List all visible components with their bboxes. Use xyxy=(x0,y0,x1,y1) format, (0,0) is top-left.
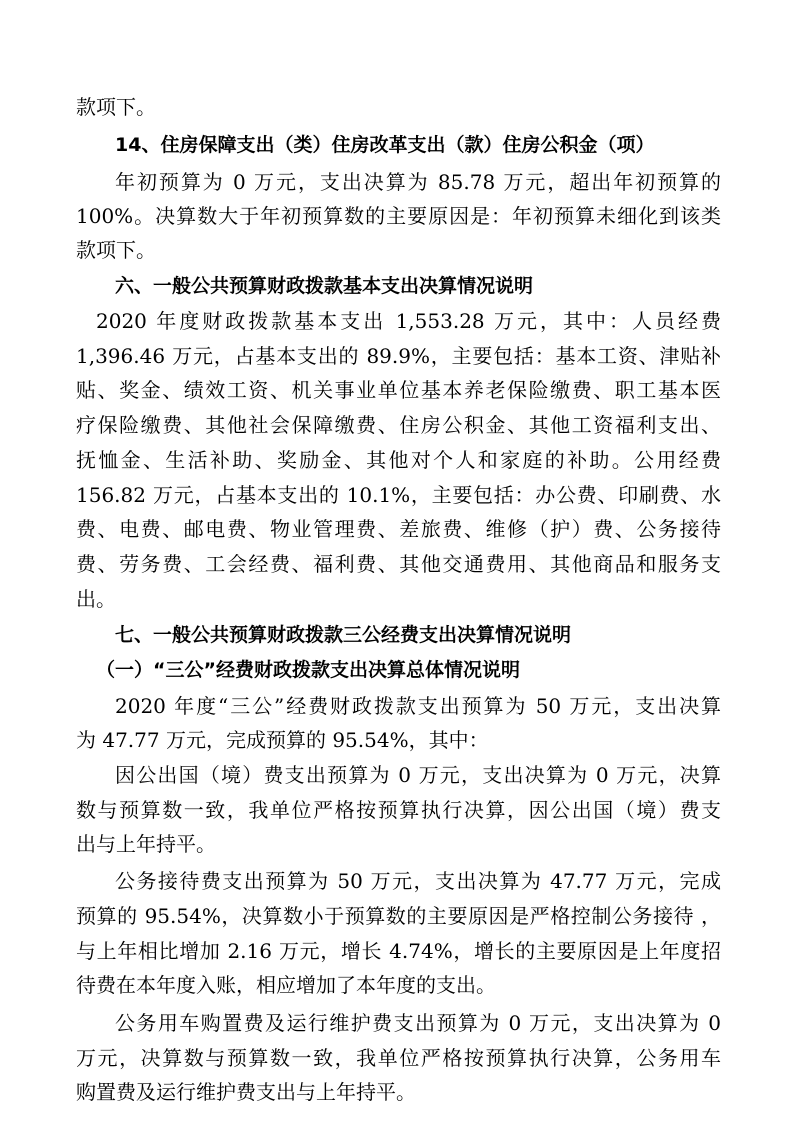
text-line: 抚恤金、生活补助、奖励金、其他对个人和家庭的补助。公用经费 xyxy=(76,448,721,472)
text-line: 为 47.77 万元，完成预算的 95.54%，其中： xyxy=(76,728,489,752)
section-heading-6: 六、一般公共预算财政拨款基本支出决算情况说明 xyxy=(115,275,534,297)
text-line: 预算的 95.54%，决算数小于预算数的主要原因是严格控制公务接待 ， xyxy=(76,904,721,928)
text-line: 出。 xyxy=(76,587,116,611)
text-line: 万元，决算数与预算数一致，我单位严格按预算执行决算，公务用车 xyxy=(76,1046,721,1070)
text-line: 公务接待费支出预算为 50 万元，支出决算为 47.77 万元，完成 xyxy=(115,869,721,893)
text-line: 与上年相比增加 2.16 万元，增长 4.74%，增长的主要原因是上年度招 xyxy=(76,939,721,963)
text-line: 2020 年度财政拨款基本支出 1,553.28 万元，其中：人员经费 xyxy=(96,309,721,333)
text-line: 数与预算数一致，我单位严格按预算执行决算，因公出国（境）费支 xyxy=(76,798,721,822)
text-line: 待费在本年度入账，相应增加了本年度的支出。 xyxy=(76,973,496,997)
text-line: 100%。决算数大于年初预算数的主要原因是：年初预算未细化到该类 xyxy=(76,204,721,228)
text-line: 156.82 万元，占基本支出的 10.1%，主要包括：办公费、印刷费、水 xyxy=(76,483,721,507)
text-line: 出与上年持平。 xyxy=(76,832,216,856)
section-heading-7: 七、一般公共预算财政拨款三公经费支出决算情况说明 xyxy=(115,624,572,646)
text-line: 因公出国（境）费支出预算为 0 万元，支出决算为 0 万元，决算 xyxy=(115,763,721,787)
text-line: 贴、奖金、绩效工资、机关事业单位基本养老保险缴费、职工基本医 xyxy=(76,378,721,402)
text-line: 款项下。 xyxy=(76,238,156,262)
text-line: 疗保险缴费、其他社会保障缴费、住房公积金、其他工资福利支出、 xyxy=(76,413,721,437)
text-line: 购置费及运行维护费支出与上年持平。 xyxy=(76,1080,416,1104)
section-heading-14: 14、住房保障支出（类）住房改革支出（款）住房公积金（项） xyxy=(115,134,655,156)
text-line: 1,396.46 万元，占基本支出的 89.9%，主要包括：基本工资、津贴补 xyxy=(76,344,721,368)
text-line: 年初预算为 0 万元，支出决算为 85.78 万元，超出年初预算的 xyxy=(115,170,721,194)
text-line: 费、劳务费、工会经费、福利费、其他交通费用、其他商品和服务支 xyxy=(76,552,721,576)
text-line: 费、电费、邮电费、物业管理费、差旅费、维修（护）费、公务接待 xyxy=(76,517,721,541)
text-line: 公务用车购置费及运行维护费支出预算为 0 万元，支出决算为 0 xyxy=(115,1011,721,1035)
subsection-heading-1: （一）“三公”经费财政拨款支出决算总体情况说明 xyxy=(96,659,520,681)
text-line: 2020 年度“三公”经费财政拨款支出预算为 50 万元，支出决算 xyxy=(115,694,721,718)
text-line: 款项下。 xyxy=(76,95,156,119)
